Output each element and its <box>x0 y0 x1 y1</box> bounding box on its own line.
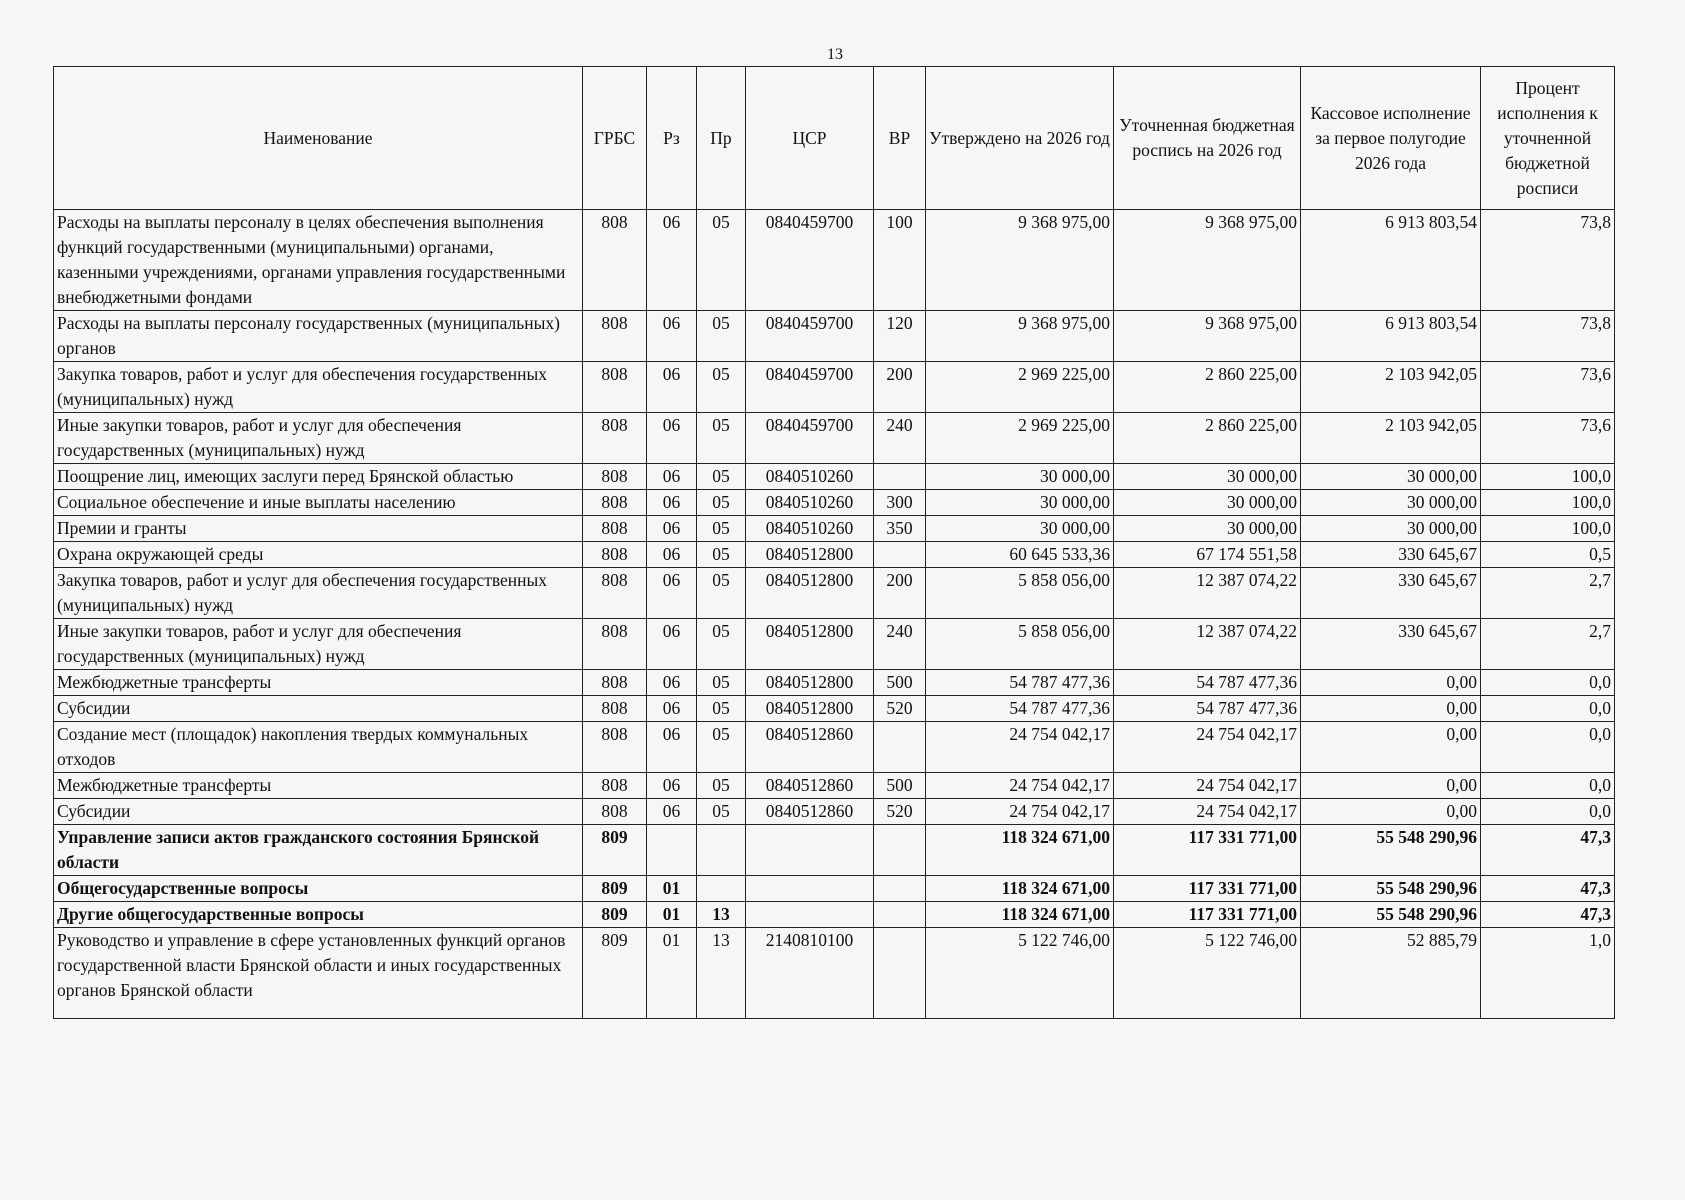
table-row <box>54 773 1615 799</box>
cell-grbs: 808 <box>583 464 647 490</box>
cell-percent: 0,0 <box>1481 670 1615 696</box>
cell-csr: 0840512860 <box>746 799 874 825</box>
cell-refined: 30 000,00 <box>1114 516 1301 542</box>
cell-vr <box>874 825 926 876</box>
cell-name: Межбюджетные трансферты <box>54 773 583 799</box>
cell-name: Общегосударственные вопросы <box>54 876 583 902</box>
cell-csr: 0840512800 <box>746 542 874 568</box>
cell-approved: 54 787 477,36 <box>926 670 1114 696</box>
cell-rz: 01 <box>647 928 697 1019</box>
cell-grbs: 808 <box>583 490 647 516</box>
cell-csr: 0840459700 <box>746 210 874 311</box>
cell-executed: 0,00 <box>1301 799 1481 825</box>
cell-rz: 06 <box>647 490 697 516</box>
cell-csr: 0840512860 <box>746 773 874 799</box>
cell-name: Субсидии <box>54 696 583 722</box>
cell-name: Межбюджетные трансферты <box>54 670 583 696</box>
cell-rz: 06 <box>647 362 697 413</box>
cell-grbs: 808 <box>583 362 647 413</box>
cell-percent: 73,6 <box>1481 362 1615 413</box>
cell-percent: 2,7 <box>1481 568 1615 619</box>
cell-csr <box>746 902 874 928</box>
cell-vr <box>874 928 926 1019</box>
cell-name: Субсидии <box>54 799 583 825</box>
header-row <box>54 67 1615 210</box>
cell-refined: 9 368 975,00 <box>1114 210 1301 311</box>
cell-grbs: 809 <box>583 825 647 876</box>
cell-refined: 24 754 042,17 <box>1114 773 1301 799</box>
table-row <box>54 902 1615 928</box>
cell-csr: 0840512800 <box>746 696 874 722</box>
cell-grbs: 809 <box>583 902 647 928</box>
cell-percent: 2,7 <box>1481 619 1615 670</box>
cell-refined: 9 368 975,00 <box>1114 311 1301 362</box>
cell-approved: 9 368 975,00 <box>926 210 1114 311</box>
cell-name: Иные закупки товаров, работ и услуг для обеспечения государственных (муниципальных) нужд <box>54 413 583 464</box>
cell-refined: 24 754 042,17 <box>1114 722 1301 773</box>
cell-approved: 2 969 225,00 <box>926 362 1114 413</box>
cell-pr: 05 <box>697 696 746 722</box>
cell-approved: 30 000,00 <box>926 516 1114 542</box>
cell-pr: 05 <box>697 773 746 799</box>
cell-executed: 6 913 803,54 <box>1301 210 1481 311</box>
cell-refined: 54 787 477,36 <box>1114 696 1301 722</box>
cell-name: Руководство и управление в сфере установленных функций органов государственной власти Брянской области и иных государственных органов Брянской области <box>54 928 583 1019</box>
cell-percent: 73,8 <box>1481 210 1615 311</box>
cell-vr: 350 <box>874 516 926 542</box>
cell-vr: 520 <box>874 696 926 722</box>
table-row <box>54 362 1615 413</box>
header-pr: Пр <box>697 67 746 210</box>
cell-name: Поощрение лиц, имеющих заслуги перед Брянской областью <box>54 464 583 490</box>
cell-approved: 118 324 671,00 <box>926 825 1114 876</box>
cell-vr: 240 <box>874 413 926 464</box>
cell-vr <box>874 464 926 490</box>
cell-executed: 330 645,67 <box>1301 619 1481 670</box>
cell-approved: 9 368 975,00 <box>926 311 1114 362</box>
cell-csr: 0840459700 <box>746 311 874 362</box>
cell-grbs: 808 <box>583 210 647 311</box>
table-row <box>54 311 1615 362</box>
cell-refined: 117 331 771,00 <box>1114 902 1301 928</box>
table-header <box>54 67 1615 210</box>
cell-pr: 13 <box>697 902 746 928</box>
cell-executed: 330 645,67 <box>1301 568 1481 619</box>
cell-rz: 06 <box>647 464 697 490</box>
cell-executed: 2 103 942,05 <box>1301 362 1481 413</box>
cell-csr: 0840459700 <box>746 362 874 413</box>
table-row <box>54 722 1615 773</box>
cell-name: Другие общегосударственные вопросы <box>54 902 583 928</box>
cell-refined: 12 387 074,22 <box>1114 568 1301 619</box>
cell-pr: 05 <box>697 210 746 311</box>
cell-grbs: 808 <box>583 542 647 568</box>
header-approved: Утверждено на 2026 год <box>926 67 1114 210</box>
cell-refined: 67 174 551,58 <box>1114 542 1301 568</box>
cell-name: Иные закупки товаров, работ и услуг для обеспечения государственных (муниципальных) нужд <box>54 619 583 670</box>
cell-approved: 118 324 671,00 <box>926 902 1114 928</box>
cell-vr: 100 <box>874 210 926 311</box>
cell-approved: 60 645 533,36 <box>926 542 1114 568</box>
header-name: Наименование <box>54 67 583 210</box>
cell-vr <box>874 902 926 928</box>
cell-csr: 0840512800 <box>746 670 874 696</box>
cell-executed: 6 913 803,54 <box>1301 311 1481 362</box>
cell-executed: 55 548 290,96 <box>1301 825 1481 876</box>
cell-executed: 330 645,67 <box>1301 542 1481 568</box>
cell-grbs: 808 <box>583 722 647 773</box>
cell-percent: 100,0 <box>1481 516 1615 542</box>
cell-grbs: 808 <box>583 413 647 464</box>
cell-approved: 5 122 746,00 <box>926 928 1114 1019</box>
cell-pr <box>697 825 746 876</box>
cell-vr: 200 <box>874 362 926 413</box>
cell-rz: 06 <box>647 542 697 568</box>
cell-csr <box>746 825 874 876</box>
cell-percent: 47,3 <box>1481 825 1615 876</box>
cell-csr: 0840512860 <box>746 722 874 773</box>
cell-refined: 12 387 074,22 <box>1114 619 1301 670</box>
cell-pr: 05 <box>697 362 746 413</box>
cell-pr: 05 <box>697 568 746 619</box>
table-row <box>54 928 1615 1019</box>
cell-pr: 05 <box>697 516 746 542</box>
cell-executed: 30 000,00 <box>1301 464 1481 490</box>
cell-pr: 13 <box>697 928 746 1019</box>
cell-pr: 05 <box>697 670 746 696</box>
cell-pr: 05 <box>697 311 746 362</box>
cell-grbs: 808 <box>583 696 647 722</box>
cell-vr <box>874 542 926 568</box>
cell-approved: 24 754 042,17 <box>926 722 1114 773</box>
cell-csr: 0840510260 <box>746 516 874 542</box>
cell-refined: 5 122 746,00 <box>1114 928 1301 1019</box>
header-vr: ВР <box>874 67 926 210</box>
cell-vr <box>874 722 926 773</box>
cell-approved: 2 969 225,00 <box>926 413 1114 464</box>
cell-pr <box>697 876 746 902</box>
cell-rz: 01 <box>647 902 697 928</box>
table-row <box>54 799 1615 825</box>
cell-rz: 06 <box>647 210 697 311</box>
cell-approved: 30 000,00 <box>926 464 1114 490</box>
cell-name: Расходы на выплаты персоналу государственных (муниципальных) органов <box>54 311 583 362</box>
table-body <box>54 210 1615 1019</box>
cell-rz: 06 <box>647 516 697 542</box>
cell-vr: 520 <box>874 799 926 825</box>
cell-refined: 2 860 225,00 <box>1114 413 1301 464</box>
cell-name: Закупка товаров, работ и услуг для обеспечения государственных (муниципальных) нужд <box>54 568 583 619</box>
table-row <box>54 825 1615 876</box>
cell-rz: 06 <box>647 619 697 670</box>
header-rz: Рз <box>647 67 697 210</box>
cell-percent: 47,3 <box>1481 902 1615 928</box>
header-percent: Процент исполнения к уточненной бюджетной росписи <box>1481 67 1615 210</box>
table-row <box>54 464 1615 490</box>
header-grbs: ГРБС <box>583 67 647 210</box>
cell-name: Управление записи актов гражданского состояния Брянской области <box>54 825 583 876</box>
cell-approved: 5 858 056,00 <box>926 619 1114 670</box>
cell-rz: 06 <box>647 773 697 799</box>
cell-csr: 0840510260 <box>746 490 874 516</box>
cell-executed: 0,00 <box>1301 670 1481 696</box>
cell-percent: 100,0 <box>1481 464 1615 490</box>
cell-percent: 0,5 <box>1481 542 1615 568</box>
cell-executed: 0,00 <box>1301 722 1481 773</box>
cell-pr: 05 <box>697 542 746 568</box>
cell-grbs: 808 <box>583 516 647 542</box>
cell-pr: 05 <box>697 490 746 516</box>
cell-csr: 0840512800 <box>746 619 874 670</box>
cell-rz: 01 <box>647 876 697 902</box>
cell-rz: 06 <box>647 568 697 619</box>
table-row <box>54 210 1615 311</box>
cell-refined: 30 000,00 <box>1114 464 1301 490</box>
table-row <box>54 542 1615 568</box>
cell-executed: 30 000,00 <box>1301 490 1481 516</box>
cell-name: Социальное обеспечение и иные выплаты населению <box>54 490 583 516</box>
cell-grbs: 808 <box>583 670 647 696</box>
cell-name: Расходы на выплаты персоналу в целях обеспечения выполнения функций государственными (муниципальными) органами, казенными учреждениями, органами управления государственными внебюджетными фондами <box>54 210 583 311</box>
cell-vr: 200 <box>874 568 926 619</box>
cell-approved: 24 754 042,17 <box>926 773 1114 799</box>
cell-refined: 117 331 771,00 <box>1114 825 1301 876</box>
cell-percent: 1,0 <box>1481 928 1615 1019</box>
budget-execution-table <box>53 66 1615 1019</box>
cell-pr: 05 <box>697 413 746 464</box>
cell-percent: 47,3 <box>1481 876 1615 902</box>
cell-percent: 100,0 <box>1481 490 1615 516</box>
cell-approved: 118 324 671,00 <box>926 876 1114 902</box>
table-row <box>54 619 1615 670</box>
cell-executed: 55 548 290,96 <box>1301 876 1481 902</box>
page-number: 13 <box>827 46 843 63</box>
cell-executed: 30 000,00 <box>1301 516 1481 542</box>
table-row <box>54 490 1615 516</box>
cell-csr: 0840510260 <box>746 464 874 490</box>
cell-rz: 06 <box>647 722 697 773</box>
cell-csr: 0840459700 <box>746 413 874 464</box>
cell-approved: 24 754 042,17 <box>926 799 1114 825</box>
cell-refined: 54 787 477,36 <box>1114 670 1301 696</box>
cell-rz: 06 <box>647 799 697 825</box>
table-row <box>54 670 1615 696</box>
cell-vr: 500 <box>874 670 926 696</box>
cell-pr: 05 <box>697 722 746 773</box>
cell-vr: 300 <box>874 490 926 516</box>
cell-approved: 5 858 056,00 <box>926 568 1114 619</box>
table-row <box>54 413 1615 464</box>
cell-executed: 52 885,79 <box>1301 928 1481 1019</box>
cell-percent: 0,0 <box>1481 773 1615 799</box>
cell-refined: 30 000,00 <box>1114 490 1301 516</box>
cell-name: Создание мест (площадок) накопления твердых коммунальных отходов <box>54 722 583 773</box>
cell-pr: 05 <box>697 464 746 490</box>
table-row <box>54 696 1615 722</box>
cell-percent: 0,0 <box>1481 799 1615 825</box>
cell-percent: 73,6 <box>1481 413 1615 464</box>
cell-rz: 06 <box>647 670 697 696</box>
cell-grbs: 808 <box>583 311 647 362</box>
header-csr: ЦСР <box>746 67 874 210</box>
cell-vr: 240 <box>874 619 926 670</box>
table-row <box>54 876 1615 902</box>
cell-grbs: 808 <box>583 773 647 799</box>
cell-csr: 0840512800 <box>746 568 874 619</box>
cell-grbs: 808 <box>583 619 647 670</box>
cell-csr: 2140810100 <box>746 928 874 1019</box>
cell-executed: 2 103 942,05 <box>1301 413 1481 464</box>
cell-name: Охрана окружающей среды <box>54 542 583 568</box>
cell-refined: 24 754 042,17 <box>1114 799 1301 825</box>
table-row <box>54 516 1615 542</box>
header-refined: Уточненная бюджетная роспись на 2026 год <box>1114 67 1301 210</box>
cell-pr: 05 <box>697 619 746 670</box>
header-executed: Кассовое исполнение за первое полугодие 2026 года <box>1301 67 1481 210</box>
cell-refined: 117 331 771,00 <box>1114 876 1301 902</box>
cell-refined: 2 860 225,00 <box>1114 362 1301 413</box>
cell-grbs: 809 <box>583 928 647 1019</box>
cell-name: Закупка товаров, работ и услуг для обеспечения государственных (муниципальных) нужд <box>54 362 583 413</box>
cell-executed: 0,00 <box>1301 773 1481 799</box>
cell-grbs: 809 <box>583 876 647 902</box>
cell-grbs: 808 <box>583 799 647 825</box>
cell-percent: 0,0 <box>1481 696 1615 722</box>
cell-percent: 0,0 <box>1481 722 1615 773</box>
cell-percent: 73,8 <box>1481 311 1615 362</box>
cell-rz: 06 <box>647 311 697 362</box>
cell-name: Премии и гранты <box>54 516 583 542</box>
cell-csr <box>746 876 874 902</box>
cell-approved: 30 000,00 <box>926 490 1114 516</box>
cell-rz: 06 <box>647 413 697 464</box>
cell-rz <box>647 825 697 876</box>
cell-pr: 05 <box>697 799 746 825</box>
table-row <box>54 568 1615 619</box>
cell-executed: 55 548 290,96 <box>1301 902 1481 928</box>
cell-vr: 500 <box>874 773 926 799</box>
cell-vr: 120 <box>874 311 926 362</box>
cell-grbs: 808 <box>583 568 647 619</box>
cell-executed: 0,00 <box>1301 696 1481 722</box>
cell-vr <box>874 876 926 902</box>
cell-approved: 54 787 477,36 <box>926 696 1114 722</box>
cell-rz: 06 <box>647 696 697 722</box>
